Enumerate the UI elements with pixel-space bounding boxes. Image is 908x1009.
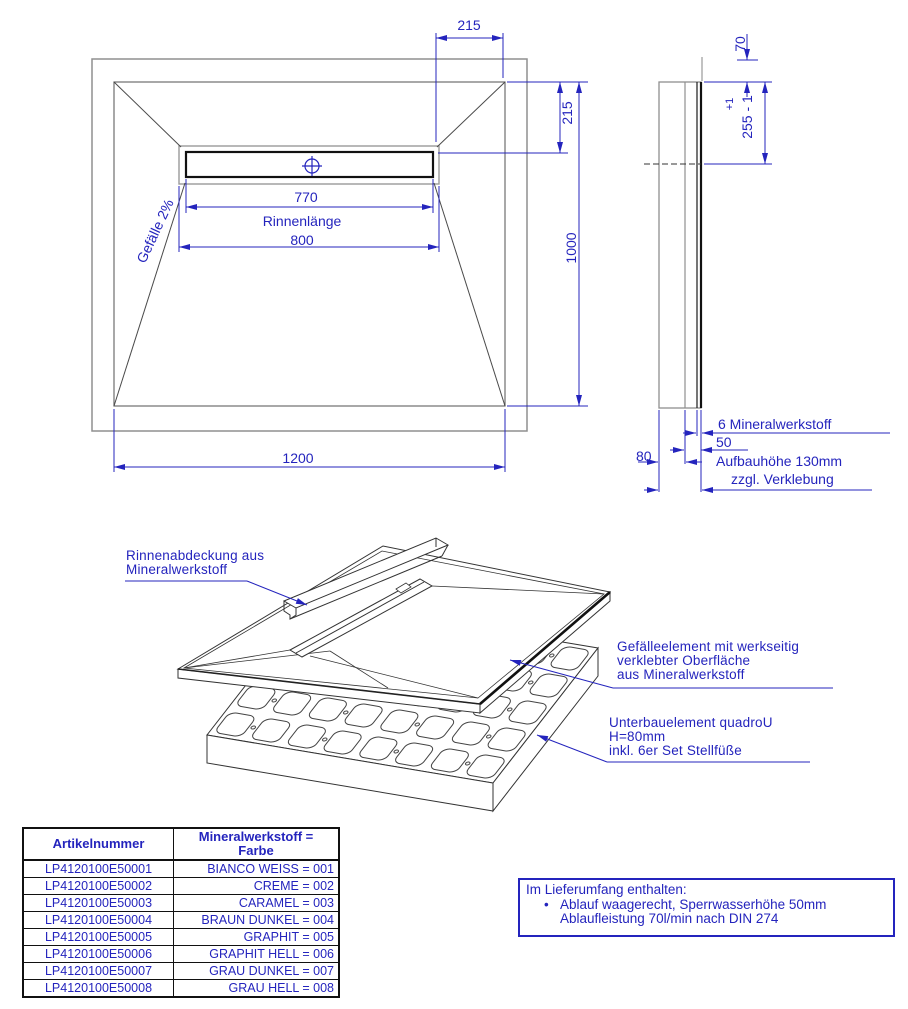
layer-label: 6 Mineralwerkstoff — [718, 416, 832, 432]
panel-label-line1: Gefälleelement mit werkseitig — [617, 639, 800, 654]
color-code: BIANCO WEISS = 001 — [174, 860, 340, 878]
panel-label-line2: verklebter Oberfläche — [617, 653, 751, 668]
article-number: LP4120100E50006 — [23, 946, 174, 963]
color-code: GRAPHIT = 005 — [174, 929, 340, 946]
table-row — [23, 929, 339, 946]
article-number: LP4120100E50002 — [23, 878, 174, 895]
base-label-line2: H=80mm — [609, 729, 666, 744]
base-label-line3: inkl. 6er Set Stellfüße — [609, 743, 742, 758]
article-table — [22, 827, 340, 998]
dim-depth: 1000 — [563, 232, 579, 264]
channel-label: Rinnenlänge — [262, 213, 342, 229]
color-code: GRAPHIT HELL = 006 — [174, 946, 340, 963]
dim-top: 70 — [732, 36, 748, 52]
dim-channel-inner: 770 — [294, 189, 318, 205]
col-header-artikelnummer: Artikelnummer — [23, 828, 174, 860]
table-header-row — [23, 828, 339, 860]
cover-label — [126, 549, 264, 577]
article-number: LP4120100E50007 — [23, 963, 174, 980]
col-header-mineralwerkstoff — [174, 828, 340, 860]
dim-base: 80 — [636, 448, 652, 464]
delivery-title: Im Lieferumfang enthalten: — [526, 882, 687, 897]
article-number: LP4120100E50008 — [23, 980, 174, 998]
article-number: LP4120100E50004 — [23, 912, 174, 929]
cover-label-line2: Mineralwerkstoff — [126, 562, 228, 577]
dim-top-offset: 215 — [457, 17, 481, 33]
table-row — [23, 912, 339, 929]
delivery-scope-box — [518, 878, 895, 937]
table-row — [23, 980, 339, 998]
dim-drain-height: 255 - 1 — [739, 95, 755, 139]
article-number: LP4120100E50005 — [23, 929, 174, 946]
color-code: CREME = 002 — [174, 878, 340, 895]
col-header-line1: Mineralwerkstoff = — [198, 829, 314, 844]
color-code: GRAU HELL = 008 — [174, 980, 340, 998]
dim-width: 1200 — [282, 450, 314, 466]
article-number: LP4120100E50001 — [23, 860, 174, 878]
base-label-line1: Unterbauelement quadroU — [609, 715, 773, 730]
cover-label-line1: Rinnenabdeckung aus — [126, 548, 265, 563]
plan-view — [92, 33, 588, 472]
color-code: CARAMEL = 003 — [174, 895, 340, 912]
delivery-item — [526, 898, 893, 913]
color-code: GRAU DUNKEL = 007 — [174, 963, 340, 980]
base-label — [609, 716, 773, 758]
channel-inner — [186, 152, 433, 177]
dim-layer: 50 — [716, 434, 732, 450]
color-code: BRAUN DUNKEL = 004 — [174, 912, 340, 929]
height-label-2: zzgl. Verklebung — [731, 471, 834, 487]
bullet-icon: • — [544, 896, 549, 912]
delivery-item-line1: Ablauf waagerecht, Sperrwasserhöhe 50mm — [560, 896, 827, 912]
panel-label — [617, 640, 799, 682]
dim-right-offset: 215 — [559, 101, 575, 125]
table-row — [23, 878, 339, 895]
height-label-1: Aufbauhöhe 130mm — [716, 453, 843, 469]
table-row — [23, 860, 339, 878]
table-row — [23, 963, 339, 980]
drain-symbol — [302, 156, 322, 176]
article-number: LP4120100E50003 — [23, 895, 174, 912]
col-header-line2: Farbe — [238, 843, 274, 858]
dim-channel-length: 800 — [290, 232, 314, 248]
panel-label-line3: aus Mineralwerkstoff — [617, 667, 745, 682]
tolerance-plus: +1 — [724, 97, 736, 111]
table-row — [23, 946, 339, 963]
slope-label: Gefälle 2% — [133, 196, 177, 266]
delivery-item-line2: Ablaufleistung 70l/min nach DIN 274 — [560, 911, 779, 926]
delivery-item-cont — [526, 912, 893, 927]
table-row — [23, 895, 339, 912]
